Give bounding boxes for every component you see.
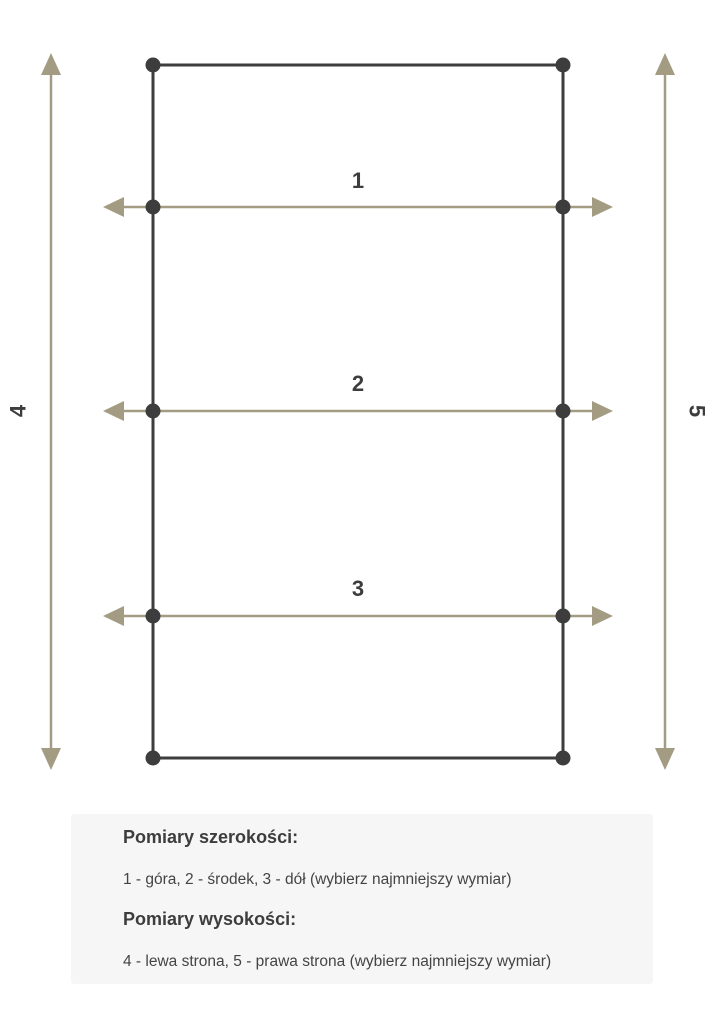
point-width1-left xyxy=(146,200,161,215)
point-width2-right xyxy=(556,404,571,419)
point-bottom-right xyxy=(556,751,571,766)
point-top-right xyxy=(556,58,571,73)
width-arrow-top xyxy=(103,197,613,217)
label-width-middle: 2 xyxy=(351,371,365,396)
measurement-legend xyxy=(71,814,653,984)
point-width1-right xyxy=(556,200,571,215)
point-top-left xyxy=(146,58,161,73)
label-width-bottom: 3 xyxy=(351,576,365,601)
height-measurements-text: 4 - lewa strona, 5 - prawa strona (wybierz najmniejszy wymiar) xyxy=(123,953,552,970)
label-height-left: 4 xyxy=(5,404,31,418)
height-arrow-left xyxy=(41,53,61,770)
point-width3-right xyxy=(556,609,571,624)
label-height-right: 5 xyxy=(684,404,710,418)
width-arrow-bottom xyxy=(103,606,613,626)
height-measurements-heading: Pomiary wysokości: xyxy=(123,909,297,929)
width-measurements-text: 1 - góra, 2 - środek, 3 - dół (wybierz najmniejszy wymiar) xyxy=(123,871,512,888)
point-width2-left xyxy=(146,404,161,419)
label-width-top: 1 xyxy=(351,168,365,193)
height-arrow-right xyxy=(655,53,675,770)
width-measurements-heading: Pomiary szerokości: xyxy=(123,827,299,847)
point-bottom-left xyxy=(146,751,161,766)
width-arrow-middle xyxy=(103,401,613,421)
point-width3-left xyxy=(146,609,161,624)
